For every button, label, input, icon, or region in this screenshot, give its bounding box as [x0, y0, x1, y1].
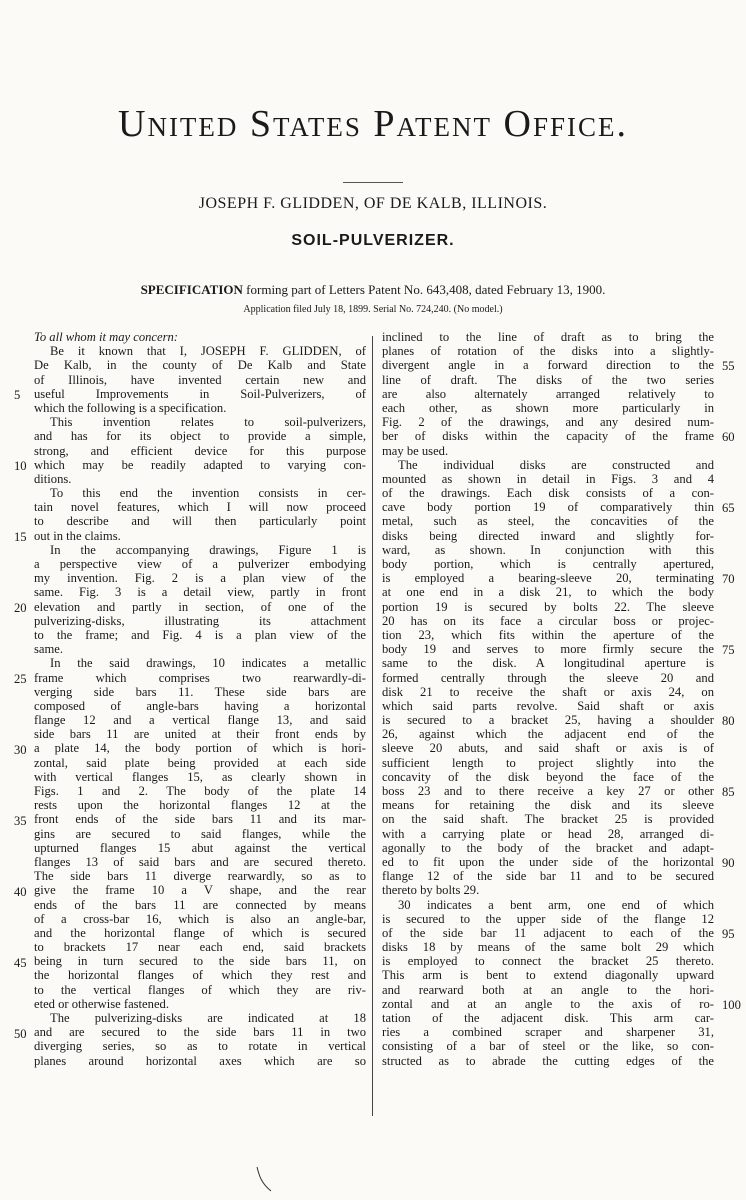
text-line: This invention relates to soil-pulverizers,: [50, 415, 366, 430]
text-line: verging side bars 11. These side bars are: [34, 684, 366, 699]
text-line: give the frame 10 a V shape, and the rear: [34, 883, 366, 898]
text-line: body portion, which is centrally apertured,: [382, 557, 714, 571]
text-line: and are secured to the side bars 11 in two: [34, 1025, 366, 1040]
text-line: same. Fig. 3 is a detail view, partly in front: [34, 585, 366, 600]
text-line: tion 23, which fits within the aperture of the: [382, 627, 714, 642]
text-line: means for retaining the disk and its sleeve: [382, 798, 714, 813]
text-line: to the vertical flanges of which they are riv-: [34, 982, 366, 997]
line-number: 75: [722, 643, 735, 658]
text-line: front ends of the side bars 11 and its mar-: [34, 812, 366, 827]
application-line: Application filed July 18, 1899. Serial No. 724,240. (No model.): [243, 304, 503, 315]
text-line: a plate 14, the body portion of which is hori-: [34, 741, 366, 756]
column-divider: [372, 336, 373, 1116]
line-number: 25: [14, 671, 27, 686]
line-number: 55: [722, 359, 735, 374]
text-line: metal, such as steel, the concavities of the: [382, 514, 714, 529]
text-line: side bars 11 are united at their front ends by: [34, 727, 366, 742]
text-line: my invention. Fig. 2 is a plan view of the: [34, 571, 366, 586]
text-line: is employed a bearing-sleeve 20, terminating: [382, 571, 714, 586]
line-number: 90: [722, 856, 735, 871]
text-line: mounted as shown in detail in Figs. 3 and 4: [382, 471, 714, 486]
text-line: line of draft. The disks of the two series: [382, 372, 714, 387]
line-number: 60: [722, 430, 735, 445]
text-line: thereto by bolts 29.: [382, 883, 480, 898]
text-line: is secured to the upper side of the flange 12: [382, 911, 714, 926]
line-number: 5: [14, 387, 21, 402]
text-line: of the drawings. Each disk consists of a con-: [382, 486, 714, 501]
text-line: The individual disks are constructed and: [398, 457, 714, 472]
text-line: 30 indicates a bent arm, one end of which: [398, 897, 714, 912]
text-line: composed of angle-bars having a horizontal: [34, 698, 366, 713]
text-line: disks 18 by means of the same bolt 29 which: [382, 940, 714, 955]
text-line: out in the claims.: [34, 528, 121, 543]
text-line: on the said shaft. The bracket 25 is provided: [382, 812, 714, 827]
text-line: To this end the invention consists in cer-: [50, 486, 366, 501]
text-line: gins are secured to said flanges, while the: [34, 826, 366, 841]
text-line: 20 has on its face a circular boss or projec-: [382, 613, 714, 628]
text-line: Fig. 2 of the drawings, and any desired num-: [382, 415, 714, 430]
spec-label: SPECIFICATION: [140, 282, 243, 297]
text-line: frame which comprises two rearwardly-di-: [34, 670, 366, 685]
text-line: inclined to the line of draft as to bring the: [382, 330, 714, 344]
text-line: ed to fit upon the under side of the horizontal: [382, 854, 714, 869]
text-line: at one end in a disk 21, to which the body: [382, 585, 714, 600]
stray-pencil-mark: [255, 1165, 275, 1193]
text-line: which the following is a specification.: [34, 400, 227, 415]
text-line: of a cross-bar 16, which is also an angle-bar,: [34, 911, 366, 926]
text-line: ries a combined scraper and sharpener 31,: [382, 1025, 714, 1040]
text-line: structed as to abrade the cutting edges of the: [382, 1053, 714, 1068]
text-line: flanges 13 of said bars and are secured thereto.: [34, 854, 366, 869]
line-number: 40: [14, 884, 27, 899]
text-line: ends of the bars 11 are connected by means: [34, 897, 366, 912]
text-line: to the frame; and Fig. 4 is a plan view of the: [34, 627, 366, 642]
text-line: body 19 and serves to more firmly secure the: [382, 642, 714, 657]
text-line: ditions.: [34, 471, 72, 486]
text-line: upturned flanges 15 abut against the vertical: [34, 840, 366, 855]
text-line: flange 12 of the side bar 11 and to be secured: [382, 869, 714, 884]
text-line: divergent angle in a forward direction to the: [382, 358, 714, 373]
text-line: Figs. 1 and 2. The body of the plate 14: [34, 784, 366, 798]
text-line: which may be readily adapted to varying con-: [34, 457, 366, 472]
text-line: flange 12 and a vertical flange 13, and said: [34, 713, 366, 728]
text-line: is secured to a bracket 25, having a shoulder: [382, 713, 714, 728]
text-line: boss 23 and to there receive a key 27 or other: [382, 784, 714, 798]
text-line: The side bars 11 diverge rearwardly, so as to: [34, 869, 366, 884]
text-line: and has for its object to provide a simple,: [34, 429, 366, 444]
text-line: ber of disks within the capacity of the frame: [382, 429, 714, 444]
line-number: 45: [14, 955, 27, 970]
text-line: being in turn secured to the side bars 11, on: [34, 954, 366, 969]
text-line: planes of rotation of the disks into a slightly-: [382, 344, 714, 359]
text-line: which said parts revolve. Said shaft or axis: [382, 698, 714, 713]
text-line: tain novel features, which I will now proceed: [34, 500, 366, 515]
text-line: In the said drawings, 10 indicates a metallic: [50, 656, 366, 671]
line-number: 85: [722, 785, 735, 800]
text-line: planes around horizontal axes which are so: [34, 1053, 366, 1068]
text-line: consisting of a bar of steel or the like, so con-: [382, 1039, 714, 1054]
line-number: 35: [14, 813, 27, 828]
left-text-column: [34, 330, 366, 1068]
line-number: 10: [14, 458, 27, 473]
text-line: of Illinois, have invented certain new and: [34, 372, 366, 387]
text-line: with a carrying plate or head 28, arranged di-: [382, 826, 714, 841]
spec-text: forming part of Letters Patent No. 643,408, dated February 13, 1900.: [242, 282, 606, 297]
office-title: United States Patent Office.: [118, 103, 628, 145]
text-line: agonally to the body of the bracket and adapt-: [382, 840, 714, 855]
text-line: useful Improvements in Soil-Pulverizers, of: [34, 386, 366, 401]
text-line: is employed to connect the bracket 25 thereto.: [382, 954, 714, 969]
text-line: tation of the adjacent disk. This arm car-: [382, 1011, 714, 1025]
text-line: elevation and partly in section, of one of the: [34, 599, 366, 614]
text-line: pulverizing-disks, illustrating its attachment: [34, 613, 366, 628]
text-line: sufficient length to project slightly into the: [382, 755, 714, 770]
text-line: disk 21 to receive the shaft or axis 24, on: [382, 684, 714, 699]
text-line: strong, and efficient device for this purpose: [34, 443, 366, 458]
text-line: ward, as shown. In conjunction with this: [382, 542, 714, 557]
text-line: portion 19 is secured by bolts 22. The sleeve: [382, 599, 714, 614]
text-line: 26, against which the adjacent end of the: [382, 727, 714, 742]
text-line: eted or otherwise fastened.: [34, 996, 169, 1011]
inventor-line: JOSEPH F. GLIDDEN, OF DE KALB, ILLINOIS.: [198, 195, 548, 212]
text-line: the horizontal flanges of which they rest and: [34, 968, 366, 983]
text-line: same.: [34, 642, 64, 657]
text-line: De Kalb, in the county of De Kalb and State: [34, 358, 366, 373]
text-line: and rearward both at an angle to the hori-: [382, 982, 714, 997]
right-text-column: [382, 330, 714, 1068]
text-line: zontal and at an angle to the axis of ro-: [382, 996, 714, 1011]
line-number: 50: [14, 1026, 27, 1041]
text-line: To all whom it may concern:: [34, 330, 179, 344]
text-line: zontal, said plate being provided at each side: [34, 755, 366, 770]
line-number: 95: [722, 927, 735, 942]
text-line: rests upon the horizontal flanges 12 at the: [34, 798, 366, 813]
text-line: In the accompanying drawings, Figure 1 is: [50, 542, 366, 557]
text-line: cave body portion 19 of comparatively thin: [382, 500, 714, 515]
title-rule: [343, 182, 403, 183]
text-line: concavity of the disk beyond the face of the: [382, 769, 714, 784]
text-line: diverging series, so as to rotate in vertical: [34, 1039, 366, 1054]
text-line: formed centrally through the sleeve 20 and: [382, 670, 714, 685]
text-line: of the side bar 11 adjacent to each of the: [382, 925, 714, 940]
text-line: are also alternately arranged relatively to: [382, 386, 714, 401]
line-number: 30: [14, 742, 27, 757]
line-number: 80: [722, 714, 735, 729]
text-line: a perspective view of a pulverizer embodying: [34, 557, 366, 571]
text-line: each other, as shown more particularly in: [382, 400, 714, 415]
text-line: and the horizontal flange of which is secured: [34, 925, 366, 940]
line-number: 20: [14, 600, 27, 615]
text-line: may be used.: [382, 443, 449, 458]
line-number: 15: [14, 529, 27, 544]
text-line: to brackets 17 near each end, said brackets: [34, 940, 366, 955]
line-number: 65: [722, 501, 735, 516]
text-line: same to the disk. A longitudinal aperture is: [382, 656, 714, 671]
text-line: to describe and will then particularly point: [34, 514, 366, 529]
text-line: This arm is bent to extend diagonally upward: [382, 968, 714, 983]
text-line: disks being directed inward and slightly for-: [382, 528, 714, 543]
text-line: Be it known that I, JOSEPH F. GLIDDEN, of: [50, 344, 366, 359]
text-line: with vertical flanges 15, as clearly shown in: [34, 769, 366, 784]
line-number: 100: [722, 998, 741, 1013]
specification-line: [0, 282, 746, 298]
text-line: sleeve 20 abuts, and said shaft or axis is of: [382, 741, 714, 756]
text-line: The pulverizing-disks are indicated at 18: [50, 1011, 366, 1025]
subject-title: SOIL-PULVERIZER.: [291, 232, 455, 249]
line-number: 70: [722, 572, 735, 587]
